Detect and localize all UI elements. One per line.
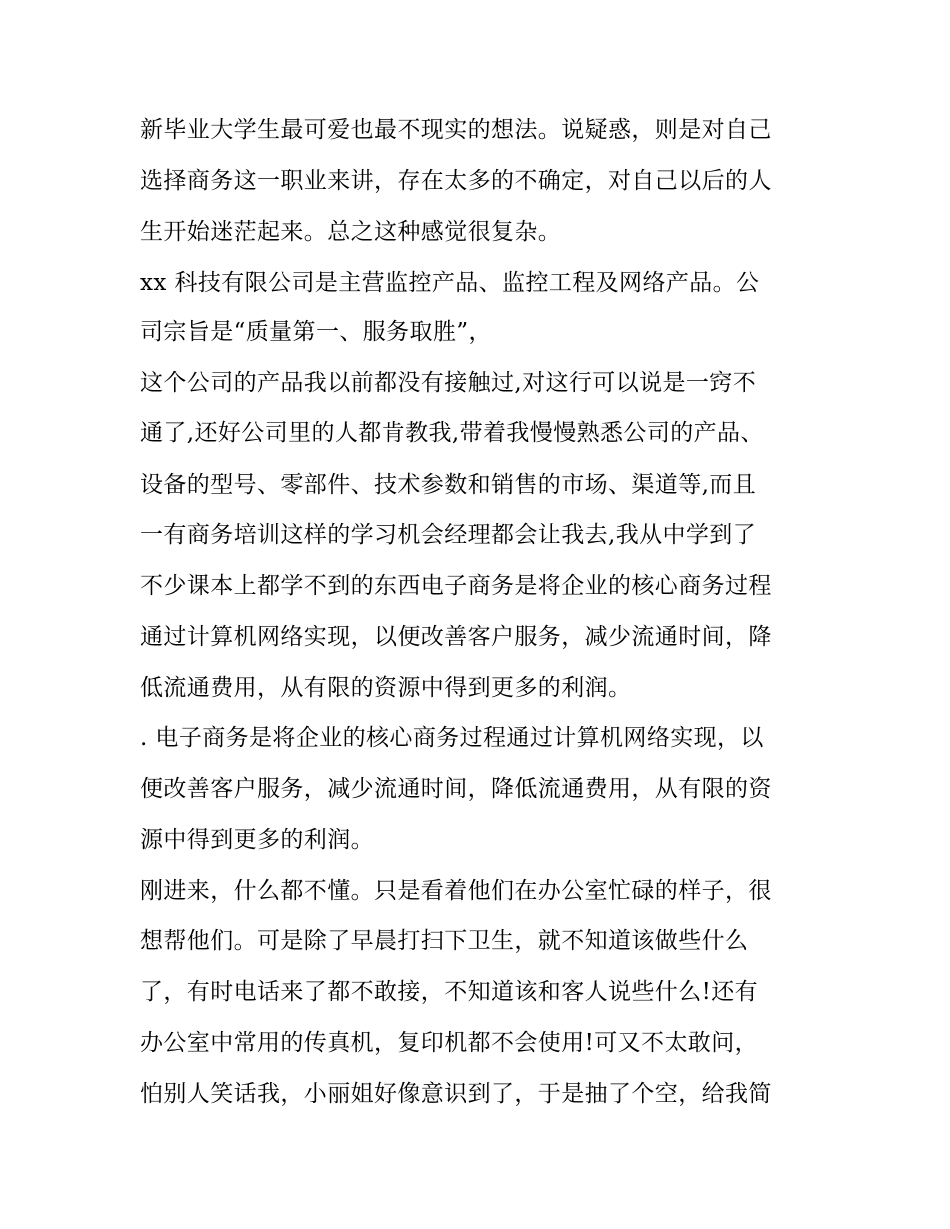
text-line: 新毕业大学生最可爱也最不现实的想法。说疑惑，则是对自己 — [140, 117, 772, 143]
text-line: 一有商务培训这样的学习机会经理都会让我去,我从中学到了 — [140, 522, 757, 548]
text-line: 源中得到更多的利润。 — [140, 827, 374, 853]
text-line: 选择商务这一职业来讲，存在太多的不确定，对自己以后的人 — [140, 168, 772, 194]
text-line: . 电子商务是将企业的核心商务过程通过计算机网络实现，以 — [140, 725, 764, 751]
text-line: 通了,还好公司里的人都肯教我,带着我慢慢熟悉公司的产品、 — [140, 420, 764, 446]
text-line: 想帮他们。可是除了早晨打扫下卫生，就不知道该做些什么 — [140, 928, 749, 954]
text-line: 怕别人笑话我，小丽姐好像意识到了，于是抽了个空，给我简 — [140, 1081, 772, 1107]
text-line: 刚进来，什么都不懂。只是看着他们在办公室忙碌的样子，很 — [140, 878, 772, 904]
text-line: 这个公司的产品我以前都没有接触过,对这行可以说是一窍不 — [140, 370, 757, 396]
text-line: 了，有时电话来了都不敢接，不知道该和客人说些什么!还有 — [140, 979, 759, 1005]
text-line: 生开始迷茫起来。总之这种感觉很复杂。 — [140, 219, 562, 245]
text-line: 办公室中常用的传真机，复印机都不会使用!可又不太敢问， — [140, 1030, 759, 1056]
text-line: 司宗旨是“质量第一、服务取胜”， — [140, 319, 492, 345]
text-line: 不少课本上都学不到的东西电子商务是将企业的核心商务过程 — [140, 573, 772, 599]
text-line: xx 科技有限公司是主营监控产品、监控工程及网络产品。公 — [140, 270, 760, 296]
text-line: 通过计算机网络实现，以便改善客户服务，减少流通时间，降 — [140, 624, 772, 650]
text-line: 便改善客户服务，减少流通时间，降低流通费用，从有限的资 — [140, 776, 772, 802]
text-line: 低流通费用，从有限的资源中得到更多的利润。 — [140, 675, 632, 701]
text-line: 设备的型号、零部件、技术参数和销售的市场、渠道等,而且 — [140, 472, 757, 498]
